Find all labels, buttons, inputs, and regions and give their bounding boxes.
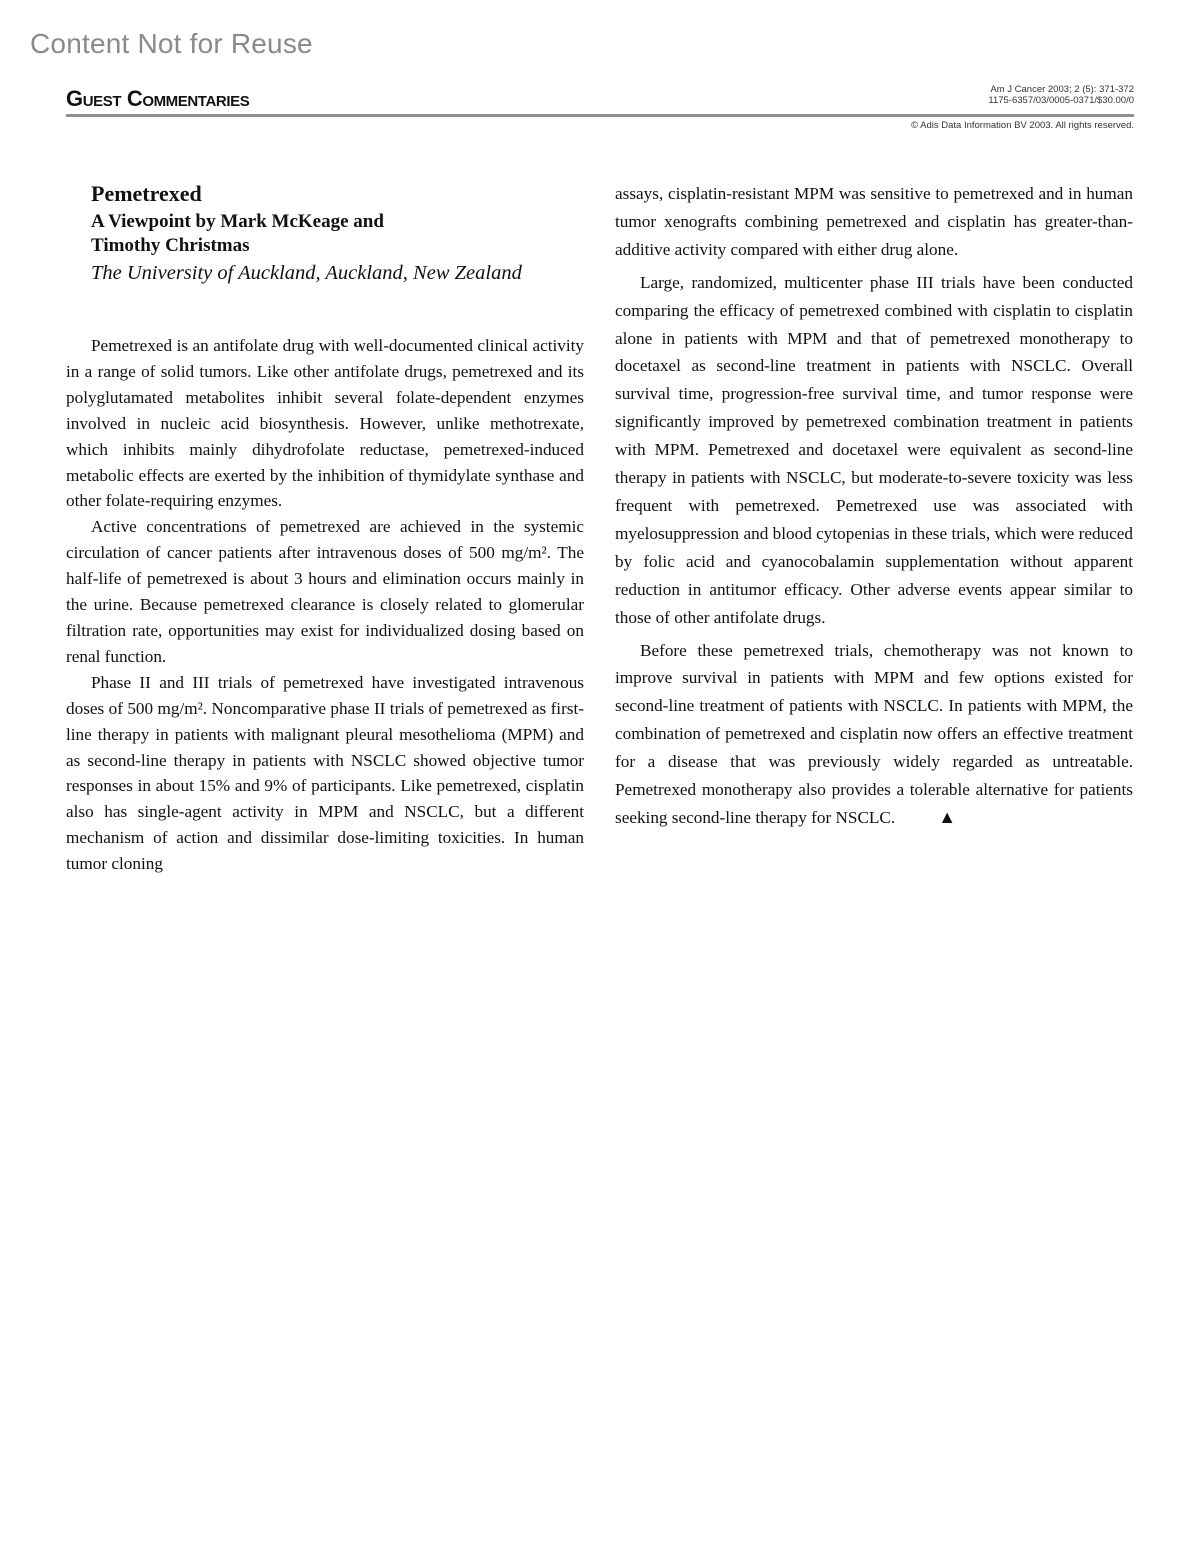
byline-line2: Timothy Christmas: [91, 235, 250, 256]
article-title: Pemetrexed: [91, 181, 202, 206]
journal-citation-line1: Am J Cancer 2003; 2 (5): 371-372: [990, 84, 1134, 95]
paragraph-1: Pemetrexed is an antifolate drug with well-documented clinical activity in a range of solid tumors. Like other antifolate drugs, pemetrexed and its polyglutamated metabolites inhibit several folate-dependent enzymes involved in nucleic acid biosynthesis. However, unlike methotrexate, which inhibits mainly dihydrofolate reductase, pemetrexed-induced metabolic effects are exerted by the inhibition of thymidylate synthase and other folate-requiring enzymes.: [66, 336, 584, 511]
affiliation: The University of Auckland, Auckland, New Zealand: [91, 262, 522, 284]
paragraph-3-continued: assays, cisplatin-resistant MPM was sensitive to pemetrexed and in human tumor xenografts combining pemetrexed and cisplatin has greater-than-additive activity compared with either drug alone.: [615, 184, 1133, 259]
title-block: [66, 178, 584, 289]
section-label: Guest Commentaries: [66, 86, 250, 111]
paragraph-3: Phase II and III trials of pemetrexed have investigated intravenous doses of 500 mg/m². Noncomparative phase II trials of pemetrexed as first-line therapy in patients with malignant pleural mesothelioma (MPM) and as second-line therapy in patients with NSCLC showed objective tumor responses in about 15% and 9% of participants. Like pemetrexed, cisplatin also has single-agent activity in MPM and NSCLC, but a different mechanism of action and dissimilar dose-limiting toxicities. In human tumor cloning: [66, 672, 584, 874]
journal-citation: [988, 84, 1134, 106]
end-of-article-triangle-icon: ▲: [938, 806, 957, 827]
paragraph-2: Active concentrations of pemetrexed are achieved in the systemic circulation of cancer patients after intravenous doses of 500 mg/m². The half-life of pemetrexed is about 3 hours and elimination occurs mainly in the urine. Because pemetrexed clearance is closely related to glomerular filtration rate, opportunities may exist for individualized dosing based on renal function.: [66, 517, 584, 666]
journal-citation-line2: 1175-6357/03/0005-0371/$30.00/0: [988, 95, 1134, 106]
page-header: [66, 84, 1134, 117]
watermark-text: Content Not for Reuse: [30, 28, 313, 59]
paragraph-5: [615, 637, 1133, 832]
byline-line1: A Viewpoint by Mark McKeage and: [91, 211, 384, 232]
paragraph-5-text: Before these pemetrexed trials, chemotherapy was not known to improve survival in patients with MPM and few options existed for second-line treatment of patients with NSCLC. In patients with MPM, the combination of pemetrexed and cisplatin now offers an effective treatment for a disease that was previously widely regarded as untreatable. Pemetrexed monotherapy also provides a tolerable alternative for patients seeking second-line therapy for NSCLC.: [615, 640, 1133, 827]
paragraph-4: Large, randomized, multicenter phase III trials have been conducted comparing the efficacy of pemetrexed combined with cisplatin to cisplatin alone in patients with MPM and that of pemetrexed monotherapy to docetaxel as second-line treatment in patients with NSCLC. Overall survival time, progression-free survival time, and tumor response were significantly improved by pemetrexed combination treatment in patients with MPM. Pemetrexed and docetaxel were equivalent as second-line therapy in patients with NSCLC, but moderate-to-severe toxicity was less frequent with pemetrexed. Pemetrexed use was associated with myelosuppression and blood cytopenias in these trials, which were reduced by folic acid and cyanocobalamin supplementation without apparent reduction in antitumor efficacy. Other adverse events appear similar to those of other antifolate drugs.: [615, 272, 1133, 627]
copyright-notice: © Adis Data Information BV 2003. All rights reserved.: [911, 120, 1134, 131]
right-column: [615, 180, 1133, 832]
left-column: [66, 178, 584, 877]
